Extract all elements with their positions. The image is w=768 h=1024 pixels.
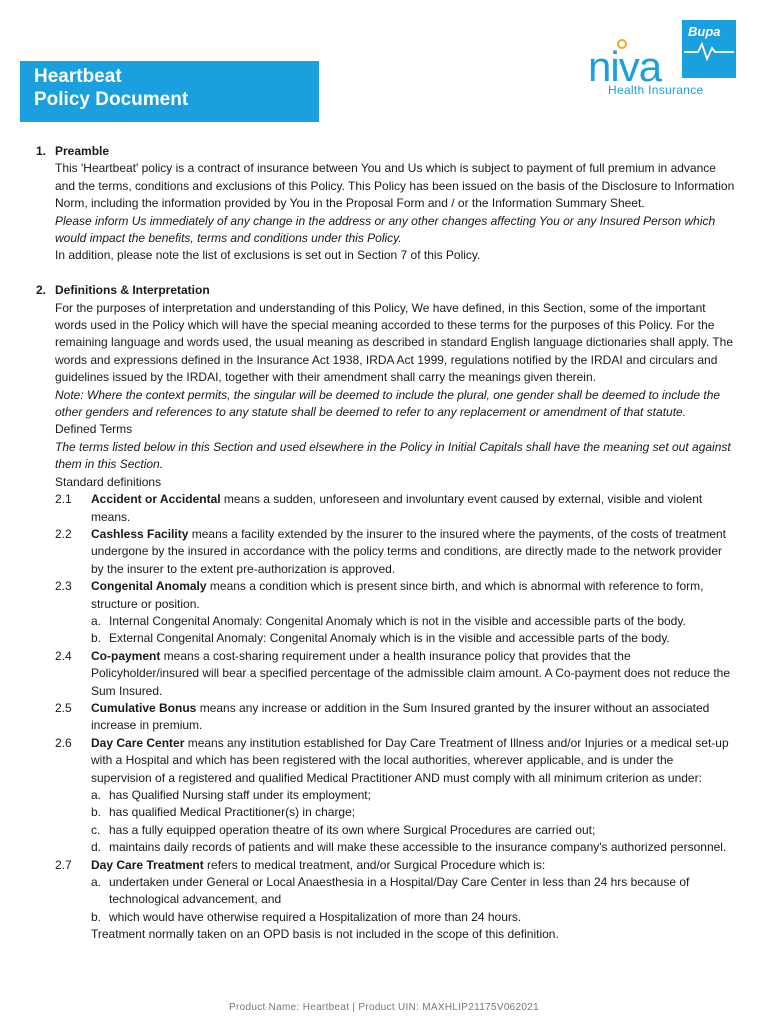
subitem-letter: d. <box>91 840 102 855</box>
definition-number: 2.7 <box>55 857 72 872</box>
definition-text <box>91 857 736 874</box>
definition-list <box>55 491 736 944</box>
subitem-letter: a. <box>91 613 102 628</box>
paragraph: The terms listed below in this Section and used elsewhere in the Policy in Initial Capitals shall have the meaning set out against them in this Section. <box>55 439 731 472</box>
definition-subitem <box>91 613 736 630</box>
definition-term: Cashless Facility <box>91 526 189 541</box>
definition-item <box>55 700 736 735</box>
definition-subitem <box>91 874 736 909</box>
definition-subitem <box>91 787 736 804</box>
paragraph: This 'Heartbeat' policy is a contract of insurance between You and Us which is subject to payment of full premium in advance and the terms, conditions and exclusions of this Policy. This Policy has been issued on the basis of the Disclosure to Information Norm, including the information provided by You in the Proposal Form and / or the Information Summary Sheet. <box>55 161 735 211</box>
subitem-letter: a. <box>91 875 102 890</box>
title-line-1: Heartbeat <box>34 66 122 87</box>
logo-wordmark: niva <box>588 43 662 90</box>
title-line-2: Policy Document <box>34 89 189 110</box>
definition-text <box>91 648 736 700</box>
paragraph-note: Note: Where the context permits, the singular will be deemed to include the plural, one gender shall be deemed to include the other genders and references to any statute shall be deemed to refer to any replacement or amendment of that statute. <box>55 387 721 420</box>
definition-subitem <box>91 822 736 839</box>
section-heading: 2. Definitions & Interpretation <box>36 283 210 298</box>
subitem-text: which would have otherwise required a Hospitalization of more than 24 hours. <box>109 909 522 924</box>
definition-meaning: means a facility extended by the insurer to the insured where the payments, of the costs of treatment undergone by the insured in accordance with the policy terms and conditions, are directly made to the network provider by the insurer to the extent pre-authorization is approved. <box>91 526 727 576</box>
subitem-text: has a fully equipped operation theatre of its own where Surgical Procedures are carried out; <box>109 822 596 837</box>
definition-subitem <box>91 804 736 821</box>
definition-text <box>91 491 736 526</box>
paragraph-notice: Please inform Us immediately of any change in the address or any other changes affecting You or any Insured Person which would impact the benefits, terms and conditions under this Policy. <box>55 213 716 246</box>
paragraph: In addition, please note the list of exclusions is set out in Section 7 of this Policy. <box>55 248 481 263</box>
definition-text <box>91 735 736 787</box>
definition-number: 2.3 <box>55 579 72 594</box>
definition-item <box>55 526 736 578</box>
bupa-badge <box>682 20 736 78</box>
subitem-text: has qualified Medical Practitioner(s) in charge; <box>109 805 356 820</box>
definition-number: 2.1 <box>55 492 72 507</box>
definition-meaning: refers to medical treatment, and/or Surgical Procedure which is: <box>203 857 546 872</box>
definition-meaning: means a cost-sharing requirement under a health insurance policy that provides that the Policyholder/insured will bear a specified percentage of the admissible claim amount. A Co-payment does not reduce the Sum Insured. <box>91 648 731 698</box>
subitem-letter: c. <box>91 822 101 837</box>
definition-item <box>55 578 736 613</box>
subheading-defined-terms: Defined Terms <box>55 422 133 437</box>
definition-subitem <box>91 839 736 856</box>
definition-text <box>91 578 736 613</box>
heartbeat-line-icon <box>684 40 734 62</box>
definition-number: 2.6 <box>55 735 72 750</box>
definition-meaning: means any increase or addition in the Sum Insured granted by the insurer without an associated increase in premium. <box>91 700 710 733</box>
definition-subitem <box>91 909 736 926</box>
definition-number: 2.5 <box>55 700 72 715</box>
definition-term: Day Care Center <box>91 735 185 750</box>
subitem-letter: b. <box>91 909 102 924</box>
definition-subitem <box>91 630 736 647</box>
definition-item <box>55 491 736 526</box>
page-footer: Product Name: Heartbeat | Product UIN: MAXHLIP21175V062021 <box>229 1002 539 1013</box>
preamble-body <box>55 160 736 264</box>
paragraph: For the purposes of interpretation and understanding of this Policy, We have defined, in this Section, some of the important words used in the Policy which will have the special meaning accorded to these terms for the purposes of this Policy. For the remaining language and words used, the usual meaning as described in standard English language dictionaries shall apply. The words and expressions defined in the Insurance Act 1938, IRDA Act 1999, regulations notified by the IRDAI and circulars and guidelines issued by the IRDAI, together with their amendment shall carry the meanings given therein. <box>55 300 733 385</box>
bupa-label: Bupa <box>688 24 721 39</box>
subitem-text: has Qualified Nursing staff under its employment; <box>109 788 371 803</box>
definition-number: 2.2 <box>55 526 72 541</box>
subitem-text: maintains daily records of patients and will make these accessible to the insurance company's authorized personnel. <box>109 840 727 855</box>
niva-bupa-logo <box>588 20 748 100</box>
definition-term: Co-payment <box>91 648 161 663</box>
definition-item <box>55 735 736 787</box>
definition-term: Cumulative Bonus <box>91 700 197 715</box>
definition-meaning: means a sudden, unforeseen and involuntary event caused by external, visible and violent means. <box>91 492 703 524</box>
definition-meaning: means any institution established for Day Care Treatment of Illness and/or Injuries or a medical set-up with a Hospital and which has been registered with the local authorities, wherever applicable, and is under the supervision of a registered and qualified Medical Practitioner AND must comply with all minimum criterion as under: <box>91 735 729 785</box>
definition-term: Accident or Accidental <box>91 492 221 507</box>
definition-text <box>91 700 736 735</box>
definitions-body <box>55 300 736 944</box>
subitem-text: External Congenital Anomaly: Congenital Anomaly which is in the visible and accessible parts of the body. <box>109 631 670 646</box>
document-title-banner <box>20 61 319 122</box>
policy-body <box>36 143 736 944</box>
subitem-letter: b. <box>91 631 102 646</box>
subitem-text: Internal Congenital Anomaly: Congenital Anomaly which is not in the visible and accessible parts of the body. <box>109 613 686 628</box>
definition-item <box>55 857 736 874</box>
logo-tagline: Health Insurance <box>608 83 704 97</box>
definition-term: Day Care Treatment <box>91 857 204 872</box>
definition-note: Treatment normally taken on an OPD basis is not included in the scope of this definition. <box>91 927 559 942</box>
subitem-letter: a. <box>91 788 102 803</box>
section-heading: 1. Preamble <box>36 144 110 158</box>
definition-meaning: means a condition which is present since birth, and which is abnormal with reference to form, structure or position. <box>91 579 704 611</box>
definition-number: 2.4 <box>55 648 72 663</box>
subheading-standard-definitions: Standard definitions <box>55 474 162 489</box>
definition-item <box>55 648 736 700</box>
subitem-letter: b. <box>91 805 102 820</box>
definition-term: Congenital Anomaly <box>91 579 207 594</box>
definition-text <box>91 526 736 578</box>
subitem-text: undertaken under General or Local Anaesthesia in a Hospital/Day Care Center in less than 24 hrs because of technological advancement, and <box>109 875 690 907</box>
